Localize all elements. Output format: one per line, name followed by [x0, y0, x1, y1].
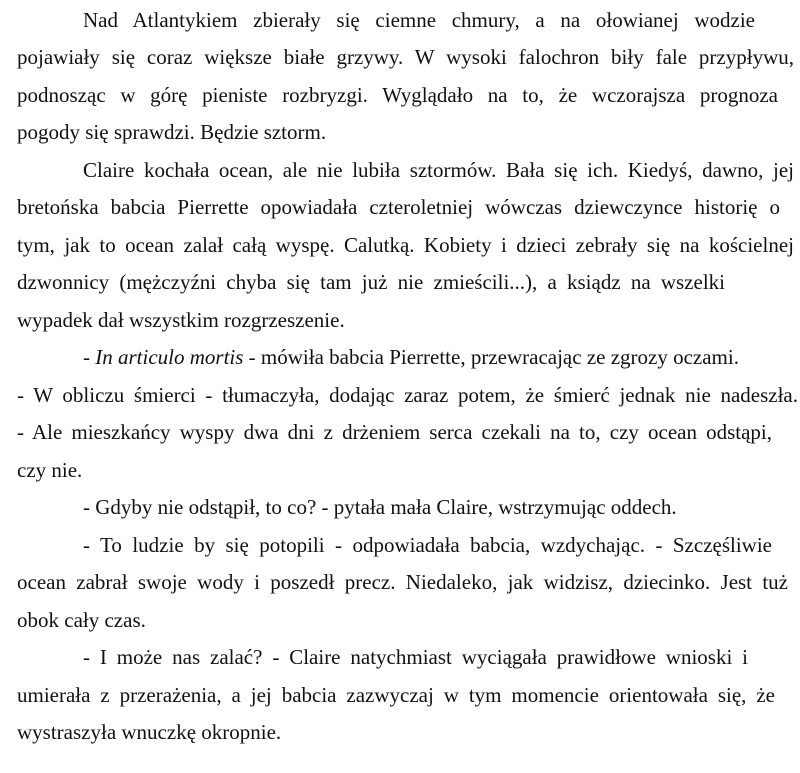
dialogue-dash: - — [83, 345, 96, 369]
text-line: podnosząc w górę pieniste rozbryzgi. Wyglądało na to, że wczorajsza prognoza — [17, 83, 778, 107]
text-line: - To ludzie by się potopili - odpowiadała babcia, wzdychając. - Szczęśliwie — [83, 533, 772, 557]
text-line: tym, jak to ocean zalał całą wyspę. Calutką. Kobiety i dzieci zebrały się na kościelnej — [17, 233, 794, 257]
dialogue-text: - mówiła babcia Pierrette, przewracając ze zgrozy oczami. — [243, 345, 739, 369]
text-line: Claire kochała ocean, ale nie lubiła sztormów. Bała się ich. Kiedyś, dawno, jej — [83, 158, 794, 182]
text-line: obok cały czas. — [17, 608, 146, 632]
text-line: pogody się sprawdzi. Będzie sztorm. — [17, 120, 327, 144]
text-line: - W obliczu śmierci - tłumaczyła, dodając zaraz potem, że śmierć jednak nie nadeszła. — [17, 383, 798, 407]
text-line: czy nie. — [17, 458, 83, 482]
text-line: dzwonnicy (mężczyźni chyba się tam już nie zmieścili...), a ksiądz na wszelki — [17, 270, 725, 294]
text-line: ocean zabrał swoje wody i poszedł precz. Niedaleko, jak widzisz, dziecinko. Jest tuż — [17, 570, 788, 594]
text-line: umierała z przerażenia, a jej babcia zazwyczaj w tym momencie orientowała się, że — [17, 683, 775, 707]
latin-phrase: In articulo mortis — [95, 345, 244, 369]
text-line: Nad Atlantykiem zbierały się ciemne chmury, a na ołowianej wodzie — [83, 8, 755, 32]
text-line: wypadek dał wszystkim rozgrzeszenie. — [17, 308, 345, 332]
text-line: wystraszyła wnuczkę okropnie. — [17, 720, 282, 744]
text-line: pojawiały się coraz większe białe grzywy. W wysoki falochron biły fale przypływu, — [17, 45, 794, 69]
text-line — [83, 342, 794, 372]
text-line: - Ale mieszkańcy wyspy dwa dni z drżeniem serca czekali na to, czy ocean odstąpi, — [17, 420, 772, 444]
text-line: bretońska babcia Pierrette opowiadała czteroletniej wówczas dziewczynce historię o — [17, 195, 780, 219]
text-line: - I może nas zalać? - Claire natychmiast wyciągała prawidłowe wnioski i — [83, 645, 748, 669]
text-line: - Gdyby nie odstąpił, to co? - pytała mała Claire, wstrzymując oddech. — [83, 495, 677, 519]
